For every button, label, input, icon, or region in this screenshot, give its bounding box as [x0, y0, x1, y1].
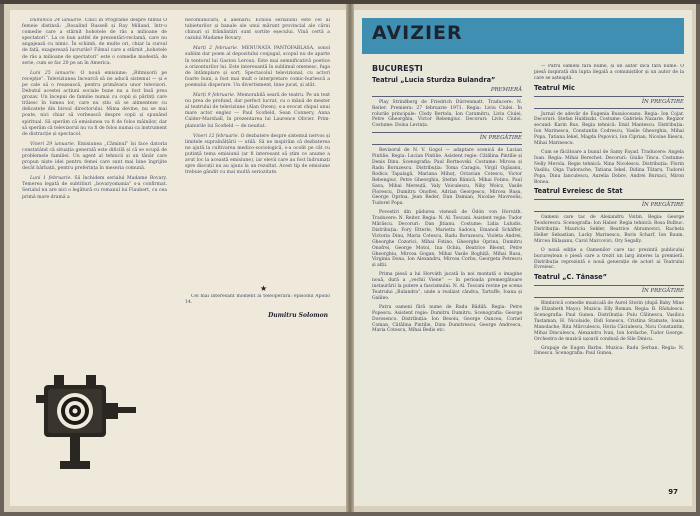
right-column-1: BUCUREȘTI Teatrul „Lucia Sturdza Bulandra” PREMIERĂ Play Strindberg de Friedrich Dürrenmatt. Traducere: N. Reiter. Premiera: 27 februarie 1971. Regia: Liviu Ciulei. În rolurile principale: Clody Bertola, Ion Caramitru, Liviu Ciulei, Petre Gheorghiu, Victor Rebengiuc. Decoruri: Liviu Ciulei. Costume: Doina Levința. ÎN PREGĂTIRE Revizorul de N. V. Gogol — adaptare scenică de Lucian Pintilie. Regia: Lucian Pintilie. Asistent regie: Cătălina Pintilie și Denis Dinu. Scenografia: Paul Bortnovski. Costume: Mircea și Radu Boruzescu. Distribuția: Toma Caragiu, Virgil Ogășanu, Rodica Tapalagă, Mariana Mihuț, Octavian Cotescu, Victor Rebengiuc, Petre Gheorghiu, Ștefan Bănică, Mihai Fotino, Paul Sava, Mihai Mereuță, Valy Voiculescu, Niky Wolcz, Vasile Florescu, Dumitru Onofrei, Adrian Georgescu, Mircea Rușu, George Oprina, Jean Reder, Dan Damian, Nicolae Mavreolis, Tudorel Popa. Povestiri din pădurea vieneză de Ödön von Horváth. Traducere: N. Reiter. Regia: N. Al. Toscani. Asistent regie: Tudor Mărăscu. Decoruri: Dan Jitianu. Costume: Lidia Luludis. Distribuția: Fory Etterle, Marietta Sadova, Emanoil Schäffer, Victoria Dinu, Maria Cotescu, Radu Boruzescu, Violeta Andrei, Gheorghe Cozorici, Mihai Fotino, Gheorghe Oprina, Dumitru Onofrei, George Motoi, Ina Ochiu, Beatrice Bleont, Petre Gheorghiu, Mircea Gogan, Mihai Vasile Boghiță, Mihai Rusu, Virginia Dona, Ion Alexandru, Mircea Corbu, Georgeta Petrescu și alții. Prima piesă a lui Horváth jucată la noi montată o imagine nouă, dură a „vechii Viene” — în perioada premergătoare instaurării la putere a fascismului. N. Al. Toscani revine pe scena Teatrului „Bulandra”, unde a realizat cândva, Tartuffe, Ioana și Galileo. Patru oameni fără nume de Radu Bădilă. Regia: Petre Popescu. Asistent regie: Dumitru Dumitru. Scenografia: George Dorosenco. Distribuția: Ion Besoiu, George Oancea, Cornel Coman, Cătălina Pintilie, Dinu Dumitrescu, George Andrescu, Maria Cotescu, Mihai Bedis etc.: [372, 64, 522, 334]
section-title: AVIZIER: [372, 22, 463, 44]
book-gutter: [346, 4, 354, 512]
in-preparation-tag: ÎN PREGĂTIRE: [641, 202, 684, 209]
in-preparation-tag: ÎN PREGĂTIRE: [479, 135, 522, 142]
star-separator: ★: [260, 284, 268, 293]
divider: [534, 199, 684, 200]
theatre-heading: Teatrul „Lucia Sturdza Bulandra”: [372, 75, 496, 84]
right-page: [354, 10, 692, 506]
author-signature: Dumitru Solomon: [268, 312, 328, 319]
left-column-2-footer: Cel mai interesant moment al teleoperării: episodul Apollo 14.: [185, 294, 330, 306]
entry: Luni 25 ianuarie. O nouă emisiune: „Ritmișorii pe recepție”. Televiziunea încearcă să ne aducă sistemul — și e pe cale să o reușească, pentru primăvara unor televizori. Debutul acestei acțiuni sociale bune nu a fost însă prea grozav. Un începui de familie numai cu copii și părinți care trăiesc în lumea lor, care nu știu să se alimenteze cu delicatețe din biroul directorului. Mima devine, nu se mai poate, nici chiar să vorbească despre copii și spunând spiritual. Să sperăm că emisiunea va fi de folos mâinilor, dar să sperăm că televizorul nu va fi de folos numai ca instrument de distracție și spectacol.: [22, 70, 167, 137]
theatre-heading: Teatrul „C. Tănase”: [534, 273, 607, 282]
theatre-heading: Teatrul Mic: [534, 83, 575, 92]
entry: Luni 1 februarie. Să închidem serialul Madame Bovary. Temerea legată de subtitluri „bovaryomania” s-a confirmat. Serialul nu are nici o legătură cu romanul lui Flaubert, cu cea primă mare dramă a: [22, 176, 167, 200]
divider: [534, 297, 684, 298]
left-column-1: [22, 18, 167, 318]
entry: necomunicării, a alienării. Ecnioa serialului este cel al tabieturilor și banale ale unui mărunt provincial ale cărui chinuri și frământări sunt sortite eșecului. Vină certă a cazului Madame Bovary.: [185, 18, 330, 42]
divider: [372, 132, 522, 133]
magazine-spread: [4, 4, 696, 512]
divider: [534, 108, 684, 109]
divider: [534, 211, 684, 212]
in-preparation-tag: ÎN PREGĂTIRE: [641, 98, 684, 105]
entry: Vineri 29 ianuarie. Emisiunea „Căminul” își face datoria constatând că situația generală este dificilă și că se ocupă de problemele familiei. Un agent al tehnicii și un tânăr care propun niște idei pentru femei care sunt mai bine îngrijite decât bărbații, pentru preferința în meseria comună.: [22, 141, 167, 172]
right-column-2: — Patru oameni fără nume, și un autor încă fără nume. O piesă inspirată din lupta ilegală a comuniștilor și un autor de la care se așteaptă. Teatrul Mic ÎN PREGĂTIRE Jurnal de adevăr de Eugenia Busuioceanu. Regia: Ion Cojar. Decoruri: Ștefan Haldiszki. Costume: Gabriela Nazarie. Regizor secund: Karin Rus. Regia tehnică: Emil Mantescu. Distribuția: Ion Marinescu, Constantin Codrescu, Vasile Gheorghiu, Mihai Popa, Tatiana Iekel, Magda Popovici, Ion Ciprian, Nicolae Iliescu, Mihai Marinescu. Cum se făcătoare a bunul de Samy Fayad. Traducere: Angela Ioan. Regia: Mihai Berechet. Decoruri: Giulio Tincu. Costume: Nelly Merola. Regie tehnică: Nina Nicolescu. Distribuția: Florin Vasiliu, Olga Tudorache, Tatiana Iekel, Didina Tătaru, Tudorel Popa, Dinu Ianculescu, Aurelia Dobre, Andrei Bursaci, Miron Bonea. Teatrul Evreiesc de Stat ÎN PREGĂTIRE Oameni care tac de Alexandru Voitin. Regia: George Teodorescu. Scenografia: Ion Haber. Regia tehnică: Rosa Bulbuc. Distribuția: Mauriciu Sekler, Beatrice Abramovici, Rachela Heller Sebastian, Lucky Marinescu, Boris Scharf, Ion Baum, Mircea Bălașanu, Carol Marcovici, Ory Segally. O nouă ediție a Oamenilor care tac prezintă publicului bucureștean o piesă care a trezit un larg interes la premieră. Distribuția reprezintă o nouă generație de actori ai Teatrului Evreiesc. Teatrul „C. Tănase” ÎN PREGĂTIRE Bimbiricã comedie muzicală de Aurel Storin (după Baby Mine de Elizabeth Mayo). Muzica: Elly Roman. Regia: B. Rădulescu. Scenografia: Paul Gunea. Distribuția: Puiu Călinescu, Vasilica Tastaman, H. Nicolaide, Didi Ionescu, Cristina Stamate, Ioana Manolache, Rita Mărculescu, Horia Căciulescu, Nicu Constantin, Mihai Dinculescu, Alexandru Ivan, Ion Iordache, Tudor Goerge. Orchestra de muzică ușoară condusă de Sile Dinicu. Grupaje de Eugen Barbu. Muzica: Radu Șerban. Regia: N. Dinescu. Scenografia: Paul Gunea.: [534, 64, 684, 357]
theatre-heading: Teatrul Evreiesc de Stat: [534, 187, 623, 196]
divider: [534, 96, 684, 97]
city-heading: BUCUREȘTI: [372, 64, 423, 73]
divider: [372, 96, 522, 97]
divider: [372, 144, 522, 145]
in-preparation-tag: ÎN PREGĂTIRE: [641, 288, 684, 295]
entry: Marți 9 februarie. Memorabilă seară de teatru. Pe un text nu prea de profund, dar perfect lucrat, cu o mână de meșter al teatrului de televiziune (Alan Owen), s-a evocat chipul unui mare actor englez — Paul Scofield, Sean Connery, Anna Calder-Marshall, în prezentarea lui Laurence Olivier. Prim-planurile lui Scofield — de neuitat.: [185, 93, 330, 129]
premiere-tag: PREMIERĂ: [490, 86, 522, 93]
entry: Marți 2 februarie. MENUNATA PANTOFABLASA, sonol sublim dar poem al depozitului conjugal, scopul nu de aparte în tentorul lui Gaston Leroux. Este mai semnificativă poetice a orizonturilor lui. Este interesantă în sublimul omenesc, fuga de întâmplare și sorț. Spectacolul televizional, cu actori foarte buni, a fost mai mult o interpretare comic-burlescă a poemului disperare. Un divertisment, bine jucat, și atât.: [185, 46, 330, 88]
left-column-2: [185, 18, 330, 258]
stage-spotlight-icon: [26, 355, 146, 495]
entry: Duminică 24 ianuarie. Cinci în Programe despre filmul O femeie distinsă: „Rosalind Russell și Ray Milland, într-o comedie care a stârnit hohotele de râs a milioane de spectatori”. La ce bun astfel de prezentări-reclamă, care nu angajează cu nimic. În schimb, de multe ori, chiar la cursul de față, exagerează lucrurile? Filmul care a stârnit „hohotele de râs a milioane de spectatori” este o comedie modestă, de serie, cum se fac 20 pe an în America.: [22, 18, 167, 66]
entry: Vineri 12 februarie. O dezbatere despre sistemul nervos și limitele supraînălțării — utilă. Să ne inspirăm că dezbaterea ne ajută la cultivarea medico-sociologică, s-a ocolit pe cât cu putință tema emisiunii (ar fi interesant să știm ce anume a avut loc la această emisiune), iar elevii care au fost îndrumați spre discuții nu au ajuns la un rezultat. Acest tip de emisiune trebuie gândit cu mai multă seriozitate.: [185, 133, 330, 176]
left-page: [10, 10, 346, 506]
divider: [534, 285, 684, 286]
page-number: 97: [668, 488, 678, 496]
